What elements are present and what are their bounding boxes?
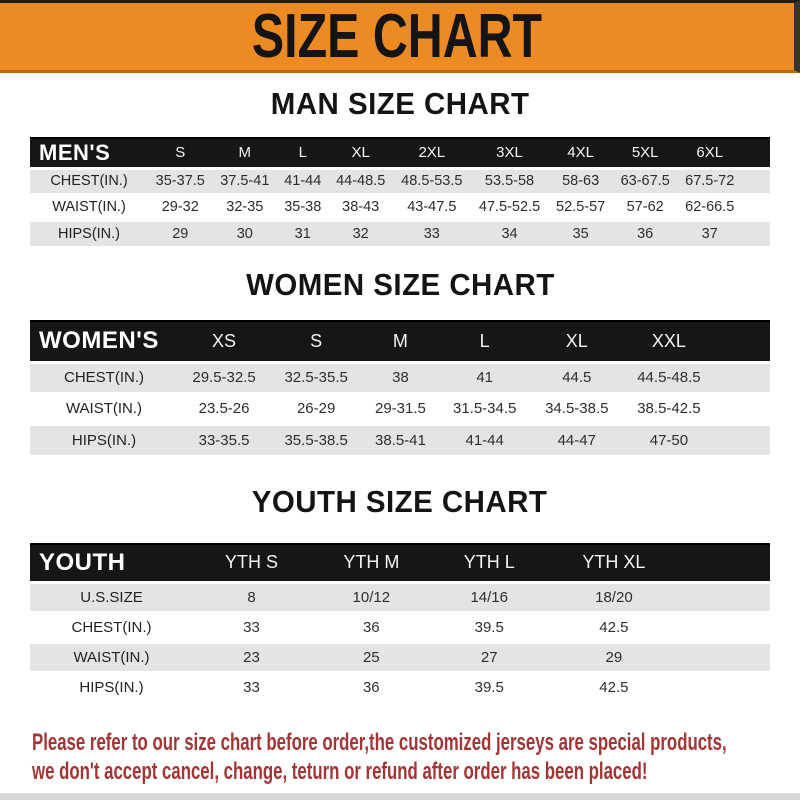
- size-chart-title: SIZE CHART: [251, 1, 543, 71]
- men-size-value-cell: 57-62: [613, 194, 678, 220]
- men-size-value-cell: 38-43: [328, 194, 393, 220]
- youth-header-filler: [682, 544, 770, 582]
- youth-size-value-cell: 10/12: [310, 582, 433, 612]
- men-size-value-cell: 36: [613, 220, 678, 246]
- women-corner-label: WOMEN'S: [30, 321, 178, 362]
- men-corner-label: MEN'S: [30, 138, 148, 168]
- men-row-label: CHEST(IN.): [30, 168, 148, 194]
- women-size-column-header: S: [270, 321, 362, 362]
- youth-size-column-header: YTH L: [433, 544, 546, 582]
- men-table-row: [30, 168, 770, 194]
- youth-header-bar: [30, 544, 770, 582]
- women-size-value-cell: 47-50: [623, 424, 715, 455]
- youth-size-column-header: YTH XL: [546, 544, 682, 582]
- men-size-value-cell: 52.5-57: [548, 194, 613, 220]
- youth-size-chart-heading-text: YOUTH SIZE CHART: [252, 484, 548, 519]
- men-size-column-header: L: [277, 138, 328, 168]
- men-row-filler: [742, 220, 770, 246]
- men-size-value-cell: 37: [677, 220, 742, 246]
- youth-table-row: [30, 672, 770, 702]
- youth-size-value-cell: 42.5: [546, 612, 682, 642]
- men-size-value-cell: 44-48.5: [328, 168, 393, 194]
- disclaimer: [32, 728, 800, 786]
- women-size-table: [30, 320, 770, 455]
- men-size-column-header: 4XL: [548, 138, 613, 168]
- women-size-value-cell: 23.5-26: [178, 393, 270, 424]
- women-header-filler: [715, 321, 770, 362]
- youth-size-value-cell: 25: [310, 642, 433, 672]
- men-size-value-cell: 37.5-41: [213, 168, 278, 194]
- women-size-chart-heading: [0, 268, 800, 304]
- bottom-edge-strip: [0, 793, 800, 800]
- youth-table-row: [30, 612, 770, 642]
- youth-table-row: [30, 582, 770, 612]
- men-size-value-cell: 34: [471, 220, 549, 246]
- men-size-value-cell: 31: [277, 220, 328, 246]
- youth-size-value-cell: 33: [193, 672, 310, 702]
- women-row-label: WAIST(IN.): [30, 393, 178, 424]
- men-size-value-cell: 29-32: [148, 194, 213, 220]
- men-size-value-cell: 53.5-58: [471, 168, 549, 194]
- men-size-column-header: S: [148, 138, 213, 168]
- women-size-column-header: XL: [531, 321, 623, 362]
- women-size-value-cell: 26-29: [270, 393, 362, 424]
- women-row-filler: [715, 393, 770, 424]
- women-size-value-cell: 38.5-42.5: [623, 393, 715, 424]
- men-row-filler: [742, 194, 770, 220]
- men-size-column-header: 3XL: [471, 138, 549, 168]
- women-size-column-header: XS: [178, 321, 270, 362]
- women-size-column-header: M: [362, 321, 438, 362]
- men-table-row: [30, 194, 770, 220]
- youth-size-table: [30, 543, 770, 702]
- youth-size-value-cell: 29: [546, 642, 682, 672]
- men-size-column-header: 6XL: [677, 138, 742, 168]
- men-size-value-cell: 43-47.5: [393, 194, 471, 220]
- men-size-column-header: M: [213, 138, 278, 168]
- youth-size-value-cell: 42.5: [546, 672, 682, 702]
- man-size-chart-section: [0, 87, 800, 246]
- men-size-value-cell: 33: [393, 220, 471, 246]
- youth-row-filler: [682, 672, 770, 702]
- men-size-value-cell: 32-35: [213, 194, 278, 220]
- youth-size-value-cell: 36: [310, 612, 433, 642]
- women-table-row: [30, 424, 770, 455]
- youth-size-value-cell: 39.5: [433, 672, 546, 702]
- women-size-value-cell: 32.5-35.5: [270, 362, 362, 393]
- youth-size-value-cell: 27: [433, 642, 546, 672]
- women-size-chart-section: [0, 268, 800, 455]
- women-size-value-cell: 34.5-38.5: [531, 393, 623, 424]
- men-size-column-header: 2XL: [393, 138, 471, 168]
- women-size-value-cell: 38.5-41: [362, 424, 438, 455]
- women-size-value-cell: 44.5-48.5: [623, 362, 715, 393]
- youth-size-value-cell: 8: [193, 582, 310, 612]
- youth-table-row: [30, 642, 770, 672]
- youth-size-column-header: YTH M: [310, 544, 433, 582]
- women-table-row: [30, 393, 770, 424]
- youth-row-label: U.S.SIZE: [30, 582, 193, 612]
- men-size-value-cell: 35-37.5: [148, 168, 213, 194]
- women-size-value-cell: 29.5-32.5: [178, 362, 270, 393]
- men-size-value-cell: 48.5-53.5: [393, 168, 471, 194]
- men-size-table: [30, 137, 770, 246]
- youth-row-filler: [682, 642, 770, 672]
- women-size-column-header: XXL: [623, 321, 715, 362]
- men-size-value-cell: 35-38: [277, 194, 328, 220]
- youth-row-label: HIPS(IN.): [30, 672, 193, 702]
- man-size-chart-heading-text: MAN SIZE CHART: [270, 86, 530, 121]
- men-size-value-cell: 63-67.5: [613, 168, 678, 194]
- youth-size-value-cell: 33: [193, 612, 310, 642]
- youth-corner-label: YOUTH: [30, 544, 193, 582]
- women-size-value-cell: 31.5-34.5: [439, 393, 531, 424]
- youth-size-chart-section: [0, 485, 800, 702]
- men-size-value-cell: 67.5-72: [677, 168, 742, 194]
- men-size-value-cell: 62-66.5: [677, 194, 742, 220]
- men-header-bar: [30, 138, 770, 168]
- size-chart-banner: [0, 0, 800, 73]
- women-row-label: HIPS(IN.): [30, 424, 178, 455]
- youth-row-filler: [682, 612, 770, 642]
- youth-size-chart-heading: [0, 485, 800, 521]
- men-size-value-cell: 47.5-52.5: [471, 194, 549, 220]
- men-size-value-cell: 41-44: [277, 168, 328, 194]
- youth-row-label: CHEST(IN.): [30, 612, 193, 642]
- men-size-value-cell: 32: [328, 220, 393, 246]
- women-size-value-cell: 41-44: [439, 424, 531, 455]
- men-table-row: [30, 220, 770, 246]
- youth-size-column-header: YTH S: [193, 544, 310, 582]
- men-size-column-header: 5XL: [613, 138, 678, 168]
- men-size-value-cell: 30: [213, 220, 278, 246]
- women-header-bar: [30, 321, 770, 362]
- men-size-column-header: XL: [328, 138, 393, 168]
- women-size-value-cell: 41: [439, 362, 531, 393]
- youth-size-value-cell: 23: [193, 642, 310, 672]
- women-row-label: CHEST(IN.): [30, 362, 178, 393]
- men-size-value-cell: 35: [548, 220, 613, 246]
- women-table-row: [30, 362, 770, 393]
- men-size-value-cell: 29: [148, 220, 213, 246]
- disclaimer-line-1: Please refer to our size chart before order,the customized jerseys are special products,: [32, 729, 727, 756]
- men-row-label: WAIST(IN.): [30, 194, 148, 220]
- youth-size-value-cell: 18/20: [546, 582, 682, 612]
- women-size-value-cell: 35.5-38.5: [270, 424, 362, 455]
- youth-size-value-cell: 14/16: [433, 582, 546, 612]
- men-row-label: HIPS(IN.): [30, 220, 148, 246]
- women-size-chart-heading-text: WOMEN SIZE CHART: [245, 267, 555, 302]
- women-size-value-cell: 44.5: [531, 362, 623, 393]
- men-size-value-cell: 58-63: [548, 168, 613, 194]
- youth-size-value-cell: 39.5: [433, 612, 546, 642]
- women-row-filler: [715, 424, 770, 455]
- women-row-filler: [715, 362, 770, 393]
- youth-size-value-cell: 36: [310, 672, 433, 702]
- youth-row-filler: [682, 582, 770, 612]
- youth-row-label: WAIST(IN.): [30, 642, 193, 672]
- women-size-value-cell: 33-35.5: [178, 424, 270, 455]
- men-row-filler: [742, 168, 770, 194]
- man-size-chart-heading: [0, 87, 800, 121]
- disclaimer-line-2: we don't accept cancel, change, teturn or refund after order has been placed!: [32, 758, 648, 785]
- women-size-column-header: L: [439, 321, 531, 362]
- women-size-value-cell: 38: [362, 362, 438, 393]
- women-size-value-cell: 29-31.5: [362, 393, 438, 424]
- men-header-filler: [742, 138, 770, 168]
- women-size-value-cell: 44-47: [531, 424, 623, 455]
